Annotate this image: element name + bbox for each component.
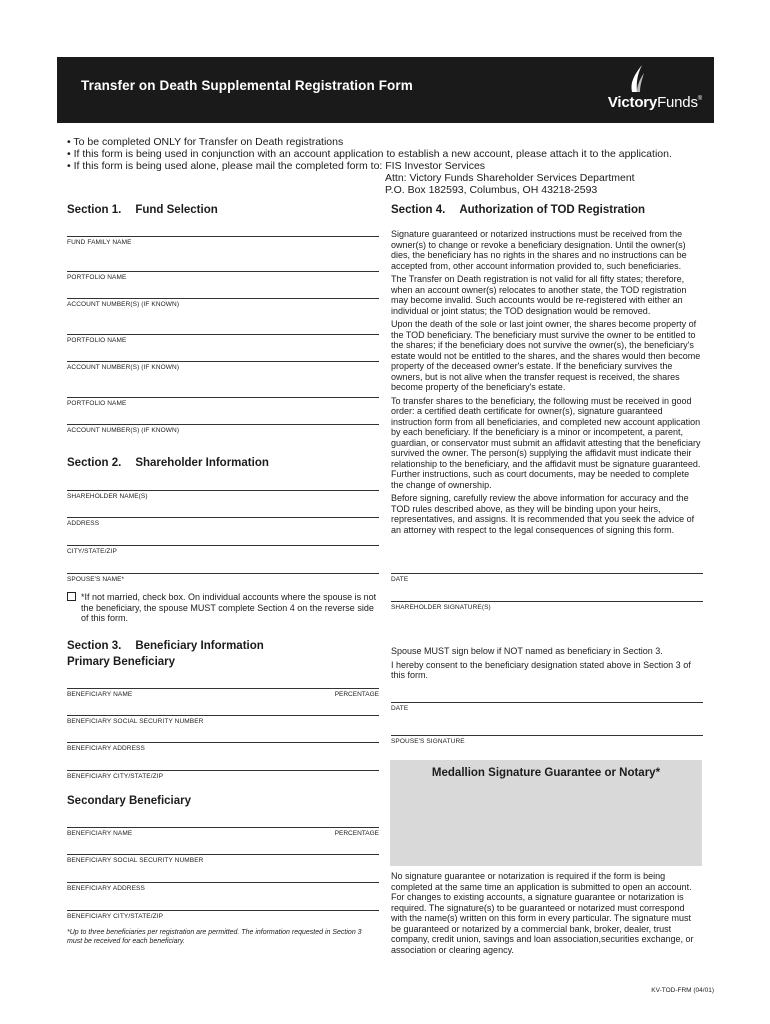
secondary-beneficiary-name-field[interactable]: BENEFICIARY NAME PERCENTAGE bbox=[67, 827, 379, 829]
city-state-zip-field[interactable]: CITY/STATE/ZIP bbox=[67, 545, 379, 547]
shareholder-names-field[interactable]: SHAREHOLDER NAME(S) bbox=[67, 490, 379, 492]
paragraph: Before signing, carefully review the above information for accuracy and the TOD rules described above, as they will be binding upon your heirs, representatives, and assigns. It is recommended that you seek the advice of an attorney with respect to the legal consequences of signing this form. bbox=[391, 493, 695, 535]
shareholder-signature-field[interactable]: SHAREHOLDER SIGNATURE(S) bbox=[391, 601, 703, 603]
secondary-beneficiary-ssn-field[interactable]: BENEFICIARY SOCIAL SECURITY NUMBER bbox=[67, 854, 379, 856]
instruction-line: • If this form is being used alone, please mail the completed form to: FIS Investor Services bbox=[67, 160, 486, 172]
instructions bbox=[67, 136, 707, 196]
spouse-date-field[interactable]: DATE bbox=[391, 702, 703, 704]
instruction-line: • If this form is being used in conjunction with an account application to establish a new account, please attach it to the application. bbox=[67, 148, 672, 160]
paragraph: Upon the death of the sole or last joint owner, the shares become property of the TOD beneficiary. The beneficiary must survive the owner to be entitled to the shares; if the beneficiary does not survive the owner(s), the beneficiary's estate would not be entitled to the shares, and the shares would then become property of the deceased owner's estate. If the beneficiary survives the owners, but is not alive when the transfer request is received, the shares become property of the beneficiary's estate. bbox=[391, 319, 701, 392]
portfolio-name-field-1[interactable]: PORTFOLIO NAME bbox=[67, 271, 379, 273]
spouse-signature-field[interactable]: SPOUSE'S SIGNATURE bbox=[391, 735, 703, 737]
account-number-field-2[interactable]: ACCOUNT NUMBER(S) (IF KNOWN) bbox=[67, 361, 379, 363]
form-code: KV-TOD-FRM (04/01) bbox=[651, 987, 714, 994]
paragraph: To transfer shares to the beneficiary, the following must be received in good order: a certified death certificate for owner(s), signature guaranteed instruction form from all beneficiaries, and completed new account application by each beneficiary. If the beneficiary is a minor or incompetent, a parent, guardian, or conservator must submit an affidavit attesting that the beneficiary survived the owner. The person(s) supplying the affidavit must indicate their relationship to the beneficiary, and the affidavit must be signature guaranteed. Further instructions, such as court documents, may be needed to complete the change of ownership. bbox=[391, 395, 701, 490]
primary-beneficiary-city-field[interactable]: BENEFICIARY CITY/STATE/ZIP bbox=[67, 770, 379, 772]
victory-funds-logo bbox=[562, 63, 702, 119]
form-header bbox=[57, 57, 714, 123]
form-title: Transfer on Death Supplemental Registration Form bbox=[81, 78, 413, 93]
tod-authorization-text bbox=[391, 229, 702, 538]
primary-beneficiary-heading: Primary Beneficiary bbox=[67, 656, 176, 668]
flame-icon bbox=[628, 63, 646, 93]
secondary-beneficiary-address-field[interactable]: BENEFICIARY ADDRESS bbox=[67, 882, 379, 884]
address-field[interactable]: ADDRESS bbox=[67, 517, 379, 519]
brand-wordmark: VictoryFunds® bbox=[607, 94, 702, 111]
medallion-guarantee-box[interactable] bbox=[390, 760, 702, 866]
percentage-label: PERCENTAGE bbox=[334, 691, 379, 698]
paragraph: Signature guaranteed or notarized instructions must be received from the owner(s) to change or revoke a beneficiary designation. Until the owner(s) dies, the beneficiary has no rights in the shares and no instructions can be accepted from, other account information provided to, such beneficiaries. bbox=[391, 229, 687, 271]
section-4-heading: Section 4. Authorization of TOD Registration bbox=[391, 204, 646, 216]
primary-beneficiary-address-field[interactable]: BENEFICIARY ADDRESS bbox=[67, 742, 379, 744]
instruction-line: • To be completed ONLY for Transfer on Death registrations bbox=[67, 136, 344, 148]
portfolio-name-field-3[interactable]: PORTFOLIO NAME bbox=[67, 397, 379, 399]
shareholder-date-field[interactable]: DATE bbox=[391, 573, 703, 575]
medallion-title: Medallion Signature Guarantee or Notary* bbox=[431, 767, 661, 779]
mailing-attn: Attn: Victory Funds Shareholder Services Department bbox=[385, 172, 635, 184]
percentage-label: PERCENTAGE bbox=[334, 830, 379, 837]
medallion-text: No signature guarantee or notarization is required if the form is being completed at the same time an application is submitted to open an account. For changes to existing accounts, a signature guarantee or notarization is required. The signature(s) to be guaranteed or notarized must correspond with the name(s) written on this form in every particular. The signature must be guaranteed or notarized by a commercial bank, broker, dealer, trust company, credit union, savings and loan association,securities exchange, or association or clearing agency. bbox=[391, 871, 694, 955]
primary-beneficiary-name-field[interactable]: BENEFICIARY NAME PERCENTAGE bbox=[67, 688, 379, 690]
account-number-field-3[interactable]: ACCOUNT NUMBER(S) (IF KNOWN) bbox=[67, 424, 379, 426]
section-2-heading: Section 2. Shareholder Information bbox=[67, 457, 269, 469]
secondary-beneficiary-city-field[interactable]: BENEFICIARY CITY/STATE/ZIP bbox=[67, 910, 379, 912]
spouse-instruction-text: Spouse MUST sign below if NOT named as beneficiary in Section 3. bbox=[391, 646, 663, 656]
primary-beneficiary-ssn-field[interactable]: BENEFICIARY SOCIAL SECURITY NUMBER bbox=[67, 715, 379, 717]
secondary-beneficiary-heading: Secondary Beneficiary bbox=[67, 795, 192, 807]
account-number-field-1[interactable]: ACCOUNT NUMBER(S) (IF KNOWN) bbox=[67, 298, 379, 300]
section-1-heading: Section 1. Fund Selection bbox=[67, 204, 218, 216]
spouse-instructions bbox=[391, 646, 702, 684]
paragraph: The Transfer on Death registration is not valid for all fifty states; therefore, when an account owner(s) relocates to another state, the TOD registration may become invalid. Such accounts would be re-registered with either an individual or joint status; the TOD designation would be removed. bbox=[391, 274, 687, 316]
not-married-note: *If not married, check box. On individual accounts where the spouse is not the beneficiary, the spouse MUST complete Section 4 on the reverse side of this form. bbox=[67, 592, 382, 624]
fund-family-field[interactable]: FUND FAMILY NAME bbox=[67, 236, 379, 238]
beneficiary-footnote: *Up to three beneficiaries per registration are permitted. The information requested in Section 3 must be received for each beneficiary. bbox=[67, 929, 362, 945]
not-married-checkbox[interactable] bbox=[67, 592, 76, 601]
mailing-address: P.O. Box 182593, Columbus, OH 43218-2593 bbox=[385, 184, 598, 196]
spouse-name-field[interactable]: SPOUSE'S NAME* bbox=[67, 573, 379, 575]
section-3-heading: Section 3. Beneficiary Information bbox=[67, 640, 264, 652]
consent-text: I hereby consent to the beneficiary designation stated above in Section 3 of this form. bbox=[391, 659, 691, 680]
portfolio-name-field-2[interactable]: PORTFOLIO NAME bbox=[67, 334, 379, 336]
